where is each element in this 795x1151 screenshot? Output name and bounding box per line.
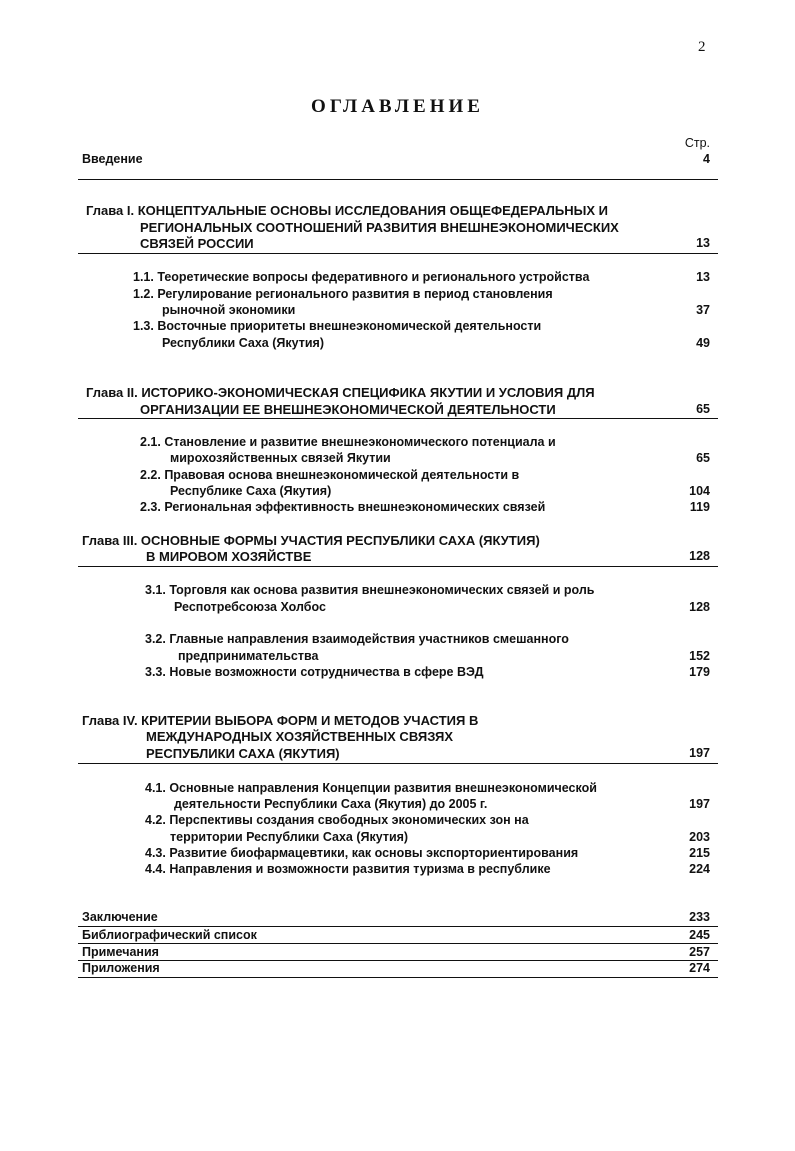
toc-entry-label: Заключение (82, 910, 158, 924)
section-title-line: 1.1. Теоретические вопросы федеративного и регионального устройства (133, 270, 590, 284)
chapter-title-line: МЕЖДУНАРОДНЫХ ХОЗЯЙСТВЕННЫХ СВЯЗЯХ (146, 729, 454, 744)
section-title-line: 1.3. Восточные приоритеты внешнеэкономической деятельности (133, 319, 542, 333)
section-title-line: предпринимательства (178, 649, 319, 663)
section-page: 65 (696, 451, 710, 465)
section-title-line: 3.1. Торговля как основа развития внешнеэкономических связей и роль (145, 583, 595, 597)
chapter-page: 65 (696, 402, 710, 416)
section-page: 215 (689, 846, 710, 860)
section-page: 104 (689, 484, 710, 498)
section-title-line: Респотребсоюза Холбос (174, 600, 326, 614)
divider (78, 418, 718, 419)
toc-entry-label: Приложения (82, 961, 160, 975)
chapter-title-line: В МИРОВОМ ХОЗЯЙСТВЕ (146, 549, 312, 564)
section-title-line: 4.2. Перспективы создания свободных экономических зон на (145, 813, 529, 827)
chapter-title-line: ОРГАНИЗАЦИИ ЕЕ ВНЕШНЕЭКОНОМИЧЕСКОЙ ДЕЯТЕЛЬНОСТИ (140, 402, 556, 417)
section-page: 152 (689, 649, 710, 663)
section-title-line: 4.3. Развитие биофармацевтики, как основы экспорториентирования (145, 846, 579, 860)
section-title-line: 3.2. Главные направления взаимодействия участников смешанного (145, 632, 569, 646)
section-title-line: 2.1. Становление и развитие внешнеэкономического потенциала и (140, 435, 556, 449)
chapter-title-line: РЕСПУБЛИКИ САХА (ЯКУТИЯ) (146, 746, 340, 761)
divider (78, 763, 718, 764)
toc-entry-page: 274 (689, 961, 710, 975)
section-page: 224 (689, 862, 710, 876)
section-title-line: 2.2. Правовая основа внешнеэкономической деятельности в (140, 468, 520, 482)
section-title-line: Республики Саха (Якутия) (162, 336, 324, 350)
toc-entry-page: 233 (689, 910, 710, 924)
chapter-title-line: Глава I. КОНЦЕПТУАЛЬНЫЕ ОСНОВЫ ИССЛЕДОВАНИЯ ОБЩЕФЕДЕРАЛЬНЫХ И (86, 203, 608, 218)
divider (78, 566, 718, 567)
section-title-line: Республике Саха (Якутия) (170, 484, 332, 498)
section-title-line: 4.1. Основные направления Концепции развития внешнеэкономической (145, 781, 597, 795)
toc-title: ОГЛАВЛЕНИЕ (311, 96, 484, 117)
chapter-title-line: Глава II. ИСТОРИКО-ЭКОНОМИЧЕСКАЯ СПЕЦИФИКА ЯКУТИИ И УСЛОВИЯ ДЛЯ (86, 385, 595, 400)
section-title-line: территории Республики Саха (Якутия) (170, 830, 409, 844)
section-title-line: 2.3. Региональная эффективность внешнеэкономических связей (140, 500, 546, 514)
toc-entry-label: Введение (82, 152, 143, 166)
section-title-line: 1.2. Регулирование регионального развития в период становления (133, 287, 553, 301)
section-page: 203 (689, 830, 710, 844)
page-column-header: Стр. (684, 136, 710, 150)
divider (78, 960, 718, 961)
toc-entry-page: 257 (689, 945, 710, 959)
section-page: 119 (689, 500, 710, 514)
chapter-page: 13 (696, 236, 710, 250)
chapter-title-line: Глава III. ОСНОВНЫЕ ФОРМЫ УЧАСТИЯ РЕСПУБЛИКИ САХА (ЯКУТИЯ) (82, 533, 540, 548)
page-number: 2 (698, 39, 706, 55)
section-page: 179 (689, 665, 710, 679)
section-title-line: 3.3. Новые возможности сотрудничества в сфере ВЭД (145, 665, 484, 679)
divider (78, 943, 718, 944)
toc-entry-label: Примечания (82, 945, 159, 959)
toc-entry-label: Библиографический список (82, 928, 257, 942)
section-title-line: рыночной экономики (162, 303, 296, 317)
section-page: 37 (696, 303, 710, 317)
chapter-page: 128 (689, 549, 710, 563)
toc-entry-page: 245 (689, 928, 710, 942)
section-title-line: деятельности Республики Саха (Якутия) до 2005 г. (174, 797, 488, 811)
chapter-title-line: РЕГИОНАЛЬНЫХ СООТНОШЕНИЙ РАЗВИТИЯ ВНЕШНЕЭКОНОМИЧЕСКИХ (140, 220, 619, 235)
chapter-title-line: Глава IV. КРИТЕРИИ ВЫБОРА ФОРМ И МЕТОДОВ УЧАСТИЯ В (82, 713, 479, 728)
divider (78, 179, 718, 180)
section-page: 197 (689, 797, 710, 811)
section-title-line: мирохозяйственных связей Якутии (170, 451, 391, 465)
section-page: 13 (696, 270, 710, 284)
section-title-line: 4.4. Направления и возможности развития туризма в республике (145, 862, 551, 876)
divider (78, 977, 718, 978)
divider (78, 926, 718, 927)
section-page: 49 (696, 336, 710, 350)
chapter-title-line: СВЯЗЕЙ РОССИИ (140, 236, 254, 251)
toc-entry-page: 4 (703, 152, 710, 166)
divider (78, 253, 718, 254)
section-page: 128 (689, 600, 710, 614)
chapter-page: 197 (689, 746, 710, 760)
